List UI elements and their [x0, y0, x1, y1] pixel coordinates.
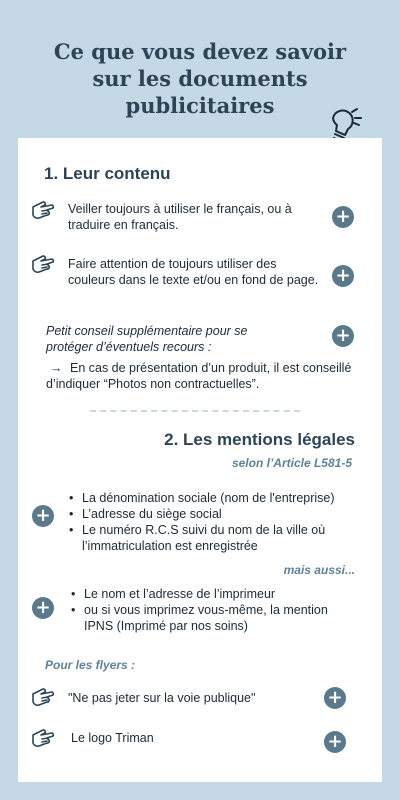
flyer-item-2: Le logo Triman: [71, 731, 154, 745]
section2-heading: 2. Les mentions légales: [164, 430, 355, 449]
tip-title: Petit conseil supplémentaire pour se protéger d’éventuels recours :: [46, 324, 248, 354]
expand-plus-button[interactable]: +: [332, 325, 354, 347]
content-item-1: Veiller toujours à utiliser le français, ou à traduire en français.: [68, 202, 292, 232]
expand-plus-button[interactable]: +: [32, 597, 54, 619]
section1-heading: 1. Leur contenu: [44, 164, 171, 183]
divider: [90, 410, 300, 412]
pointing-hand-icon: [30, 198, 58, 220]
tip-text: En cas de présentation d’un produit, il est conseillé d’indiquer “Photos non contractuelles”.: [46, 361, 352, 391]
flyers-heading: Pour les flyers :: [45, 658, 136, 672]
content-item-2: Faire attention de toujours utiliser des couleurs dans le texte et/ou en fond de page.: [68, 257, 319, 287]
expand-plus-button[interactable]: +: [324, 731, 346, 753]
mais-aussi-label: mais aussi...: [283, 563, 355, 577]
section2-subheading: selon l’Article L581-5: [231, 456, 352, 470]
tip-text-block: [46, 360, 366, 392]
printer-list: [70, 586, 360, 634]
flyer-item-1: "Ne pas jeter sur la voie publique": [68, 691, 256, 705]
expand-plus-button[interactable]: +: [332, 265, 354, 287]
mentions-list: [68, 490, 363, 554]
expand-plus-button[interactable]: +: [332, 206, 354, 228]
arrow-icon: →: [50, 361, 63, 375]
pointing-hand-icon: [30, 685, 58, 707]
pointing-hand-icon: [30, 726, 58, 748]
list-item: • Le numéro R.C.S suivi du nom de la ville où l’immatriculation est enregistrée: [82, 522, 363, 554]
expand-plus-button[interactable]: +: [324, 687, 346, 709]
page-title: Ce que vous devez savoir sur les documents publicitaires: [53, 39, 347, 118]
list-item: • ou si vous imprimez vous-même, la mention IPNS (Imprimé par nos soins): [84, 602, 360, 634]
list-item: • Le nom et l’adresse de l’imprimeur: [84, 586, 360, 602]
expand-plus-button[interactable]: +: [32, 505, 54, 527]
list-item: • L’adresse du siège social: [82, 506, 363, 522]
pointing-hand-icon: [30, 252, 58, 274]
list-item: • La dénomination sociale (nom de l'entreprise): [82, 490, 363, 506]
